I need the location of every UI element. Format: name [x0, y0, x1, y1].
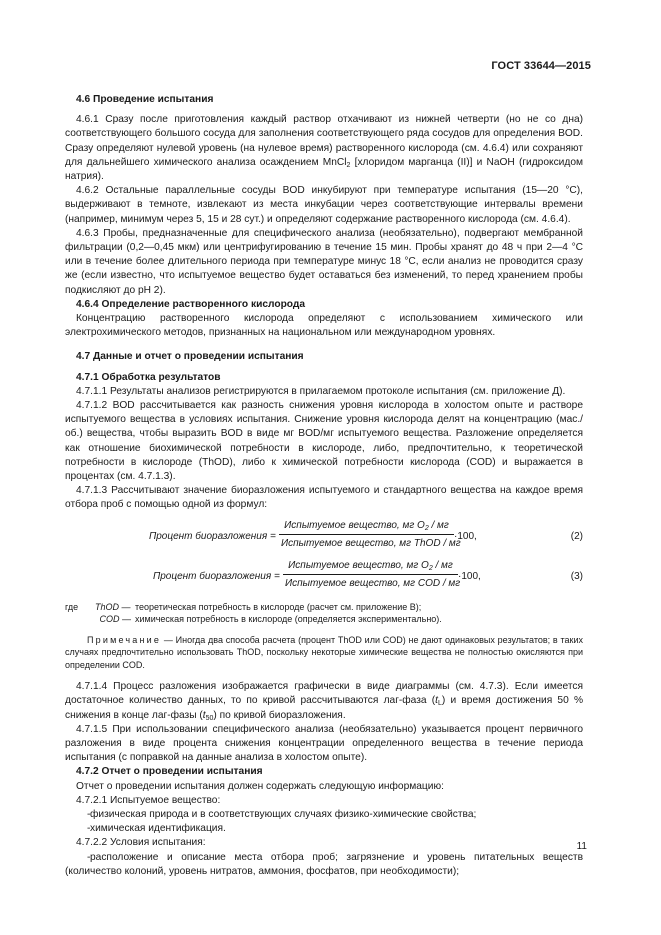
- paragraph-4-7-1-2: 4.7.1.2 BOD рассчитывается как разность снижения уровня кислорода в холостом опыте и растворе испытуемого вещества в условиях испытания. Снижение уровня кислорода делят на концентрацию (мас./об.) вещества, чтобы выразить BOD в виде мг BOD/мг испытуемого вещества. Разложение определяется как отношение биохимической потребности в кислороде, либо, предпочтительно, к теоретической потребности в кислороде (ThOD), либо к химической потребности кислорода (COD) и выражается в процентах (см. 4.7.1.3).: [65, 400, 583, 483]
- formula-2-denominator: Испытуемое вещество, мг ThOD / мг: [281, 537, 461, 549]
- formula-2-multiplier: ·100,: [454, 530, 477, 542]
- formula-3-multiplier: ·100,: [458, 570, 481, 582]
- paragraph-4-7-1-3: 4.7.1.3 Рассчитывают значение биоразложения испытуемого и стандартного вещества на каждое время отбора проб с помощью одной из формул:: [65, 485, 583, 511]
- list-item: -химическая идентификация.: [87, 823, 226, 835]
- list-item: -физическая природа и в соответствующих случаях физико-химические свойства;: [87, 809, 477, 821]
- legend-row-thod: где ThOD — теоретическая потребность в кислороде (расчет см. приложение В);: [65, 601, 422, 612]
- formula-2-number: (2): [570, 530, 583, 542]
- formula-3-numerator: Испытуемое вещество, мг $O_2$ / мг: [283, 559, 458, 575]
- standard-number: ГОСТ 33644—2015: [491, 60, 591, 72]
- note-text: Иногда два способа расчета (процент ThOD или COD) не дают одинаковых результатов; в таких случаях предпочтительно использовать ThOD, поскольку некоторые химические вещества не полностью окисляются при определении COD.: [65, 634, 583, 670]
- paragraph-4-7-2-1: 4.7.2.1 Испытуемое вещество:: [76, 794, 221, 806]
- paragraph-4-7-1-1: 4.7.1.1 Результаты анализов регистрируются в прилагаемом протоколе испытания (см. приложение Д).: [76, 385, 566, 397]
- subsection-heading-4-6-4: 4.6.4 Определение растворенного кислорода: [76, 298, 306, 310]
- note: Примечание — Иногда два способа расчета (процент ThOD или COD) не дают одинаковых результатов; в таких случаях предпочтительно использовать ThOD, поскольку некоторые химические вещества не полностью окисляются при определении COD.: [65, 634, 583, 670]
- section-heading-4-6: 4.6 Проведение испытания: [76, 94, 214, 105]
- note-label: Примечание: [87, 634, 162, 645]
- paragraph-4-7-1-4: 4.7.1.4 Процесс разложения изображается графически в виде диаграммы (см. 4.7.3). Если имеется достаточное количество данных, то по кривой рассчитываются лаг-фаза $(t_L)$ и время достижения 50 % снижения в конце лаг-фазы $(t_{50})$ по кривой биоразложения.: [65, 681, 583, 722]
- formula-3-fraction: [283, 559, 461, 591]
- formula-3-lhs: Процент биоразложения =: [153, 570, 280, 582]
- formula-legend: [65, 601, 583, 626]
- paragraph-4-7-1-5: 4.7.1.5 При использовании специфического анализа (необязательно) указывается процент первичного разложения в виде процента снижения концентрации определенного вещества в течение периода испытания (с поправкой на данные анализа в холостом опыте).: [65, 723, 583, 764]
- paragraph-4-6-3: 4.6.3 Пробы, предназначенные для специфического анализа (необязательно), подвергают мембранной фильтрации (0,2—0,45 мкм) или центрифугированию в течение 15 мин. Пробы хранят до 48 ч при 2—4 °C или в течение более длительного периода при температуре минус 18 °C, если анализ не проводится сразу же (если известно, что испытуемое вещество будет оставаться без изменений, то перед хранением пробы подкисляют до pH 2).: [65, 227, 583, 296]
- paragraph-4-6-2: 4.6.2 Остальные параллельные сосуды BOD инкубируют при температуре испытания (15—20 °C), выдерживают в темноте, извлекают из места инкубации через соответствующие интервалы времени (например, минимум через 5, 15 и 28 сут.) и определяют содержание растворенного кислорода (см. 4.6.4).: [65, 185, 583, 225]
- paragraph-4-7-2-2: 4.7.2.2 Условия испытания:: [76, 837, 206, 849]
- paragraph-4-6-4: Концентрацию растворенного кислорода определяют с использованием химического или электрохимического методов, признанных на национальном или международном уровнях.: [65, 313, 583, 339]
- list-item: -расположение и описание места отбора проб; загрязнение и уровень питательных веществ (количество колоний, уровень нитратов, аммония, фосфатов, при необходимости);: [65, 851, 583, 877]
- formula-2-lhs: Процент биоразложения =: [149, 530, 276, 542]
- legend-row-cod: COD — химическая потребность в кислороде (определяется экспериментально).: [99, 614, 442, 625]
- formula-3: [65, 559, 583, 593]
- section-heading-4-7: 4.7 Данные и отчет о проведении испытания: [76, 351, 304, 363]
- formula-3-denominator: Испытуемое вещество, мг COD / мг: [285, 577, 461, 589]
- formula-2-numerator: Испытуемое вещество, мг $O_2$ / мг: [279, 519, 454, 535]
- page-number: 11: [576, 841, 587, 852]
- formula-2-fraction: [279, 519, 461, 551]
- subsection-heading-4-7-1: 4.7.1 Обработка результатов: [76, 371, 221, 383]
- formula-2: [65, 519, 583, 553]
- formula-3-number: (3): [570, 570, 583, 582]
- subsection-heading-4-7-2: 4.7.2 Отчет о проведении испытания: [76, 766, 263, 778]
- paragraph-4-7-2: Отчет о проведении испытания должен содержать следующую информацию:: [76, 780, 444, 792]
- page-content: [65, 93, 583, 879]
- paragraph-4-6-1: 4.6.1 Сразу после приготовления каждый раствор отхачивают из нижней четверти (но не со дна) соответствующего большого сосуда для заполнения соответствующего ряда сосудов для определения BOD. Сразу определяют нулевой уровень (на нулевое время) растворенного кислорода (см. 4.6.4) или сохраняют для дальнейшего химического анализа осаждением MnCl$_2$ [хлоридом марганца (II)] и NaOH (гидроксидом натрия).: [65, 114, 583, 183]
